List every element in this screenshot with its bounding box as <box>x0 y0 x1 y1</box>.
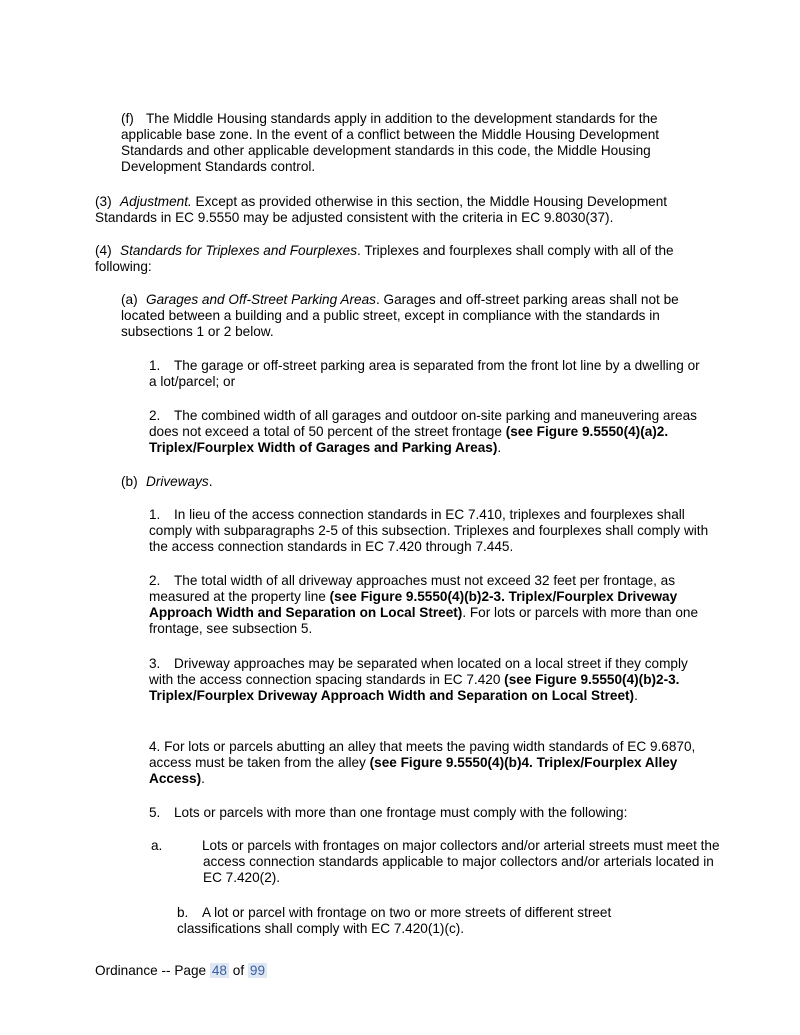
item-text: The total width of all driveway approaches must not exceed 32 feet per frontage, as measured at the property line <box>149 573 675 604</box>
subsection-b-driveways: (b) Driveways. <box>121 474 213 489</box>
footer-of: of <box>232 963 245 978</box>
item-text: Driveway approaches may be separated when located on a local street if they comply with the access connection spacing standards in EC 7.420 <box>149 656 688 687</box>
item-marker: b. <box>177 905 189 920</box>
figure-reference: (see Figure 9.5550(4)(a)2. Triplex/Fourplex Width of Garages and Parking Areas) <box>149 424 669 455</box>
figure-reference: (see Figure 9.5550(4)(b)4. Triplex/Fourplex Alley Access) <box>149 755 678 786</box>
total-pages-field: 99 <box>249 963 266 978</box>
item-text: 4. For lots or parcels abutting an alley that meets the paving width standards of EC 9.6870, access must be taken from the alley <box>149 739 696 770</box>
item-marker: 2. <box>149 573 161 588</box>
subsection-marker: (b) <box>121 474 138 489</box>
item-b2: 2. The total width of all driveway approaches must not exceed 32 feet per frontage, as measured at the property line (see Figure 9.5550(4)(b)2-3. Triplex/Fourplex Driveway Approach Width and Separation on Local Street). For lots or parcels with more than one frontage, see subsection 5. <box>149 573 699 636</box>
item-b4: 4. For lots or parcels abutting an alley that meets the paving width standards of EC 9.6870, access must be taken from the alley (see Figure 9.5550(4)(b)4. Triplex/Fourplex Alley Access). <box>149 739 696 786</box>
item-b5b <box>177 905 697 937</box>
paragraph-text: The Middle Housing standards apply in addition to the development standards for the applicable base zone. In the event of a conflict between the Middle Housing Development Standards and other applicable development standards in this code, the Middle Housing Development Standards control. <box>121 111 660 174</box>
subsection-text: . Garages and off-street parking areas shall not be located between a building and a public street, except in compliance with the standards in subsections 1 or 2 below. <box>121 292 679 339</box>
section-3-adjustment <box>95 194 715 226</box>
paragraph-f <box>121 111 711 175</box>
item-text: The combined width of all garages and outdoor on-site parking and maneuvering areas does not exceed a total of 50 percent of the street frontage <box>149 408 697 439</box>
figure-reference: (see Figure 9.5550(4)(b)2-3. Triplex/Fourplex Driveway Approach Width and Separation on Local Street) <box>149 672 680 703</box>
item-marker: a. <box>151 838 163 853</box>
footer-label: Ordinance -- Page <box>95 963 207 978</box>
figure-reference: (see Figure 9.5550(4)(b)2-3. Triplex/Fourplex Driveway Approach Width and Separation on Local Street) <box>149 589 678 620</box>
section-text: . Triplexes and fourplexes shall comply with all of the following: <box>95 243 674 274</box>
section-marker: (3) <box>95 194 112 209</box>
paragraph-marker: (f) <box>121 111 134 126</box>
item-a2: 2. The combined width of all garages and outdoor on-site parking and maneuvering areas does not exceed a total of 50 percent of the street frontage (see Figure 9.5550(4)(a)2. Triplex/Fourplex Width of Garages and Parking Areas). <box>149 408 697 455</box>
item-b3: 3. Driveway approaches may be separated when located on a local street if they comply with the access connection spacing standards in EC 7.420 (see Figure 9.5550(4)(b)2-3. Triplex/Fourplex Driveway Approach Width and Separation on Local Street). <box>149 656 688 703</box>
item-text: In lieu of the access connection standards in EC 7.410, triplexes and fourplexes shall comply with subparagraphs 2-5 of this subsection. Triplexes and fourplexes shall comply with the access connection standards in EC 7.420 through 7.445. <box>149 507 709 554</box>
item-a1 <box>149 358 709 390</box>
item-text: The garage or off-street parking area is separated from the front lot line by a dwelling or a lot/parcel; or <box>149 358 700 389</box>
item-b5a <box>151 838 723 886</box>
subsection-a-garages <box>121 292 711 340</box>
item-text: Lots or parcels with frontages on major collectors and/or arterial streets must meet the access connection standards applicable to major collectors and/or arterials located in EC 7.420(2). <box>202 838 720 885</box>
item-text: Lots or parcels with more than one frontage must comply with the following: <box>174 805 628 820</box>
page-number-field: 48 <box>211 963 227 978</box>
section-title: Adjustment. <box>120 194 192 209</box>
item-marker: 1. <box>149 358 161 373</box>
item-marker: 5. <box>149 805 161 820</box>
section-4-standards <box>95 243 715 275</box>
page-footer <box>95 963 267 979</box>
section-marker: (4) <box>95 243 112 258</box>
subsection-title: Garages and Off-Street Parking Areas <box>146 292 376 307</box>
item-b5 <box>149 805 709 821</box>
item-marker: 2. <box>149 408 161 423</box>
section-title: Standards for Triplexes and Fourplexes <box>120 243 358 258</box>
item-b1 <box>149 507 709 555</box>
item-marker: 3. <box>149 656 161 671</box>
item-text: A lot or parcel with frontage on two or more streets of different street classifications shall comply with EC 7.420(1)(c). <box>177 905 612 936</box>
subsection-marker: (a) <box>121 292 138 307</box>
item-marker: 1. <box>149 507 161 522</box>
section-text: Except as provided otherwise in this section, the Middle Housing Development Standards in EC 9.5550 may be adjusted consistent with the criteria in EC 9.8030(37). <box>95 194 668 225</box>
subsection-title: Driveways <box>146 474 209 489</box>
